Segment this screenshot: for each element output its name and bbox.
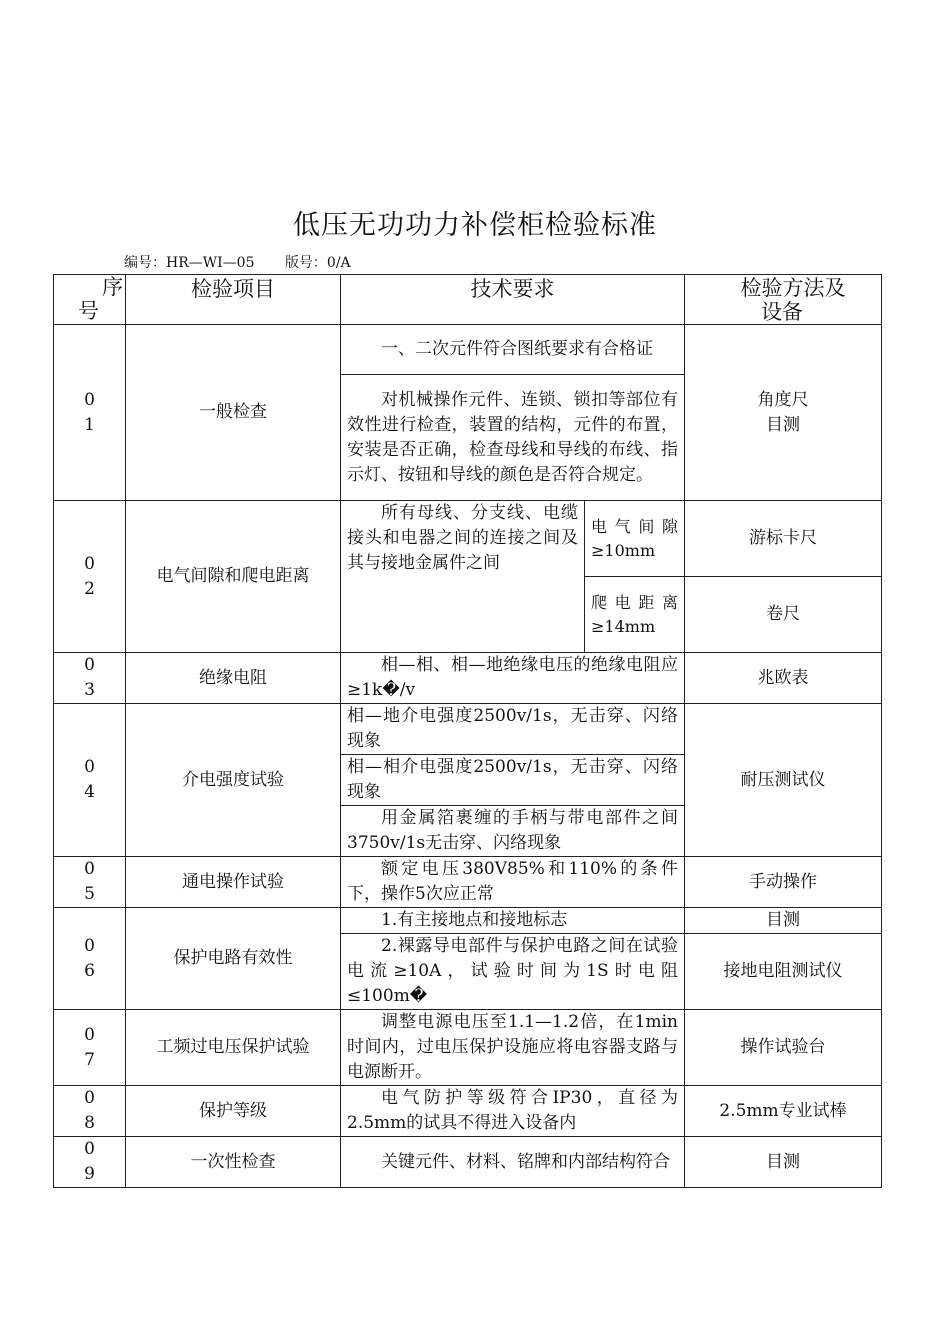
inspection-item: 工频过电压保护试验: [126, 1010, 341, 1086]
inspection-method: 手动操作: [685, 857, 882, 908]
inspection-item: 电气间隙和爬电距离: [126, 501, 341, 653]
inspection-method: 目测: [685, 1137, 882, 1188]
inspection-item: 一般检查: [126, 325, 341, 501]
inspection-item: 保护等级: [126, 1086, 341, 1137]
inspection-table: [53, 274, 882, 1188]
row-number: 0 2: [54, 501, 126, 653]
inspection-item: 一次性检查: [126, 1137, 341, 1188]
inspection-item: 通电操作试验: [126, 857, 341, 908]
inspection-item: 绝缘电阻: [126, 653, 341, 704]
document-meta: [124, 252, 377, 272]
header-row: [54, 275, 882, 325]
inspection-item: 介电强度试验: [126, 704, 341, 857]
requirement-text: 1.有主接地点和接地标志: [341, 908, 685, 934]
requirement-text: 对机械操作元件、连锁、锁扣等部位有效性进行检查，装置的结构，元件的布置，安装是否正确，检查母线和导线的布线、指示灯、按钮和导线的颜色是否符合规定。: [341, 375, 685, 501]
requirement-text: 2.裸露导电部件与保护电路之间在试验电流≥10A，试验时间为1S时电阻≤100m�: [341, 934, 685, 1010]
table-row: [54, 1086, 882, 1137]
requirement-text: 一、二次元件符合图纸要求有合格证: [341, 325, 685, 375]
requirement-text: 关键元件、材料、铭牌和内部结构符合: [341, 1137, 685, 1188]
inspection-method: 操作试验台: [685, 1010, 882, 1086]
row-number: 0 8: [54, 1086, 126, 1137]
doc-number: 编号：HR—WI—05: [124, 255, 255, 271]
requirement-sub-clearance: 电气间隙≥10mm: [585, 501, 685, 577]
requirement-text: 用金属箔裹缠的手柄与带电部件之间3750v/1s无击穿、闪络现象: [341, 806, 685, 857]
row-number: 0 6: [54, 908, 126, 1010]
row-number: 0 5: [54, 857, 126, 908]
table-row: [54, 857, 882, 908]
inspection-method: 角度尺 目测: [685, 325, 882, 501]
header-item: 检验项目: [126, 275, 341, 325]
table-row: [54, 704, 882, 755]
table-row: [54, 653, 882, 704]
doc-version: 版号：0/A: [284, 255, 351, 271]
row-number: 0 1: [54, 325, 126, 501]
row-number: 0 3: [54, 653, 126, 704]
row-number: 0 9: [54, 1137, 126, 1188]
table-row: [54, 1010, 882, 1086]
row-number: 0 4: [54, 704, 126, 857]
table-row: [54, 1137, 882, 1188]
inspection-method: 耐压测试仪: [685, 704, 882, 857]
table-row: [54, 908, 882, 934]
requirement-text: 电气防护等级符合IP30，直径为2.5mm的试具不得进入设备内: [341, 1086, 685, 1137]
inspection-method: 目测: [685, 908, 882, 934]
inspection-method: 兆欧表: [685, 653, 882, 704]
requirement-text: 相—相、相—地绝缘电压的绝缘电阻应≥1k�/v: [341, 653, 685, 704]
table-row: [54, 325, 882, 375]
requirement-text: 相—相介电强度2500v/1s，无击穿、闪络现象: [341, 755, 685, 806]
inspection-method: 游标卡尺: [685, 501, 882, 577]
requirement-sub-creepage: 爬电距离≥14mm: [585, 577, 685, 653]
inspection-method: 2.5mm专业试棒: [685, 1086, 882, 1137]
requirement-text: 相—地介电强度2500v/1s，无击穿、闪络现象: [341, 704, 685, 755]
header-method: 检验方法及 设备: [685, 275, 882, 325]
document-title: 低压无功功力补偿柜检验标准: [293, 210, 657, 241]
header-requirement: 技术要求: [341, 275, 685, 325]
inspection-method: 卷尺: [685, 577, 882, 653]
table-row: [54, 501, 882, 577]
inspection-method: 接地电阻测试仪: [685, 934, 882, 1010]
requirement-text: 额定电压380V85%和110%的条件下，操作5次应正常: [341, 857, 685, 908]
requirement-text: 所有母线、分支线、电缆接头和电器之间的连接之间及其与接地金属件之间: [341, 501, 585, 653]
requirement-text: 调整电源电压至1.1—1.2倍，在1min时间内，过电压保护设施应将电容器支路与电源断开。: [341, 1010, 685, 1086]
header-no: 序 号: [54, 275, 126, 325]
row-number: 0 7: [54, 1010, 126, 1086]
inspection-item: 保护电路有效性: [126, 908, 341, 1010]
